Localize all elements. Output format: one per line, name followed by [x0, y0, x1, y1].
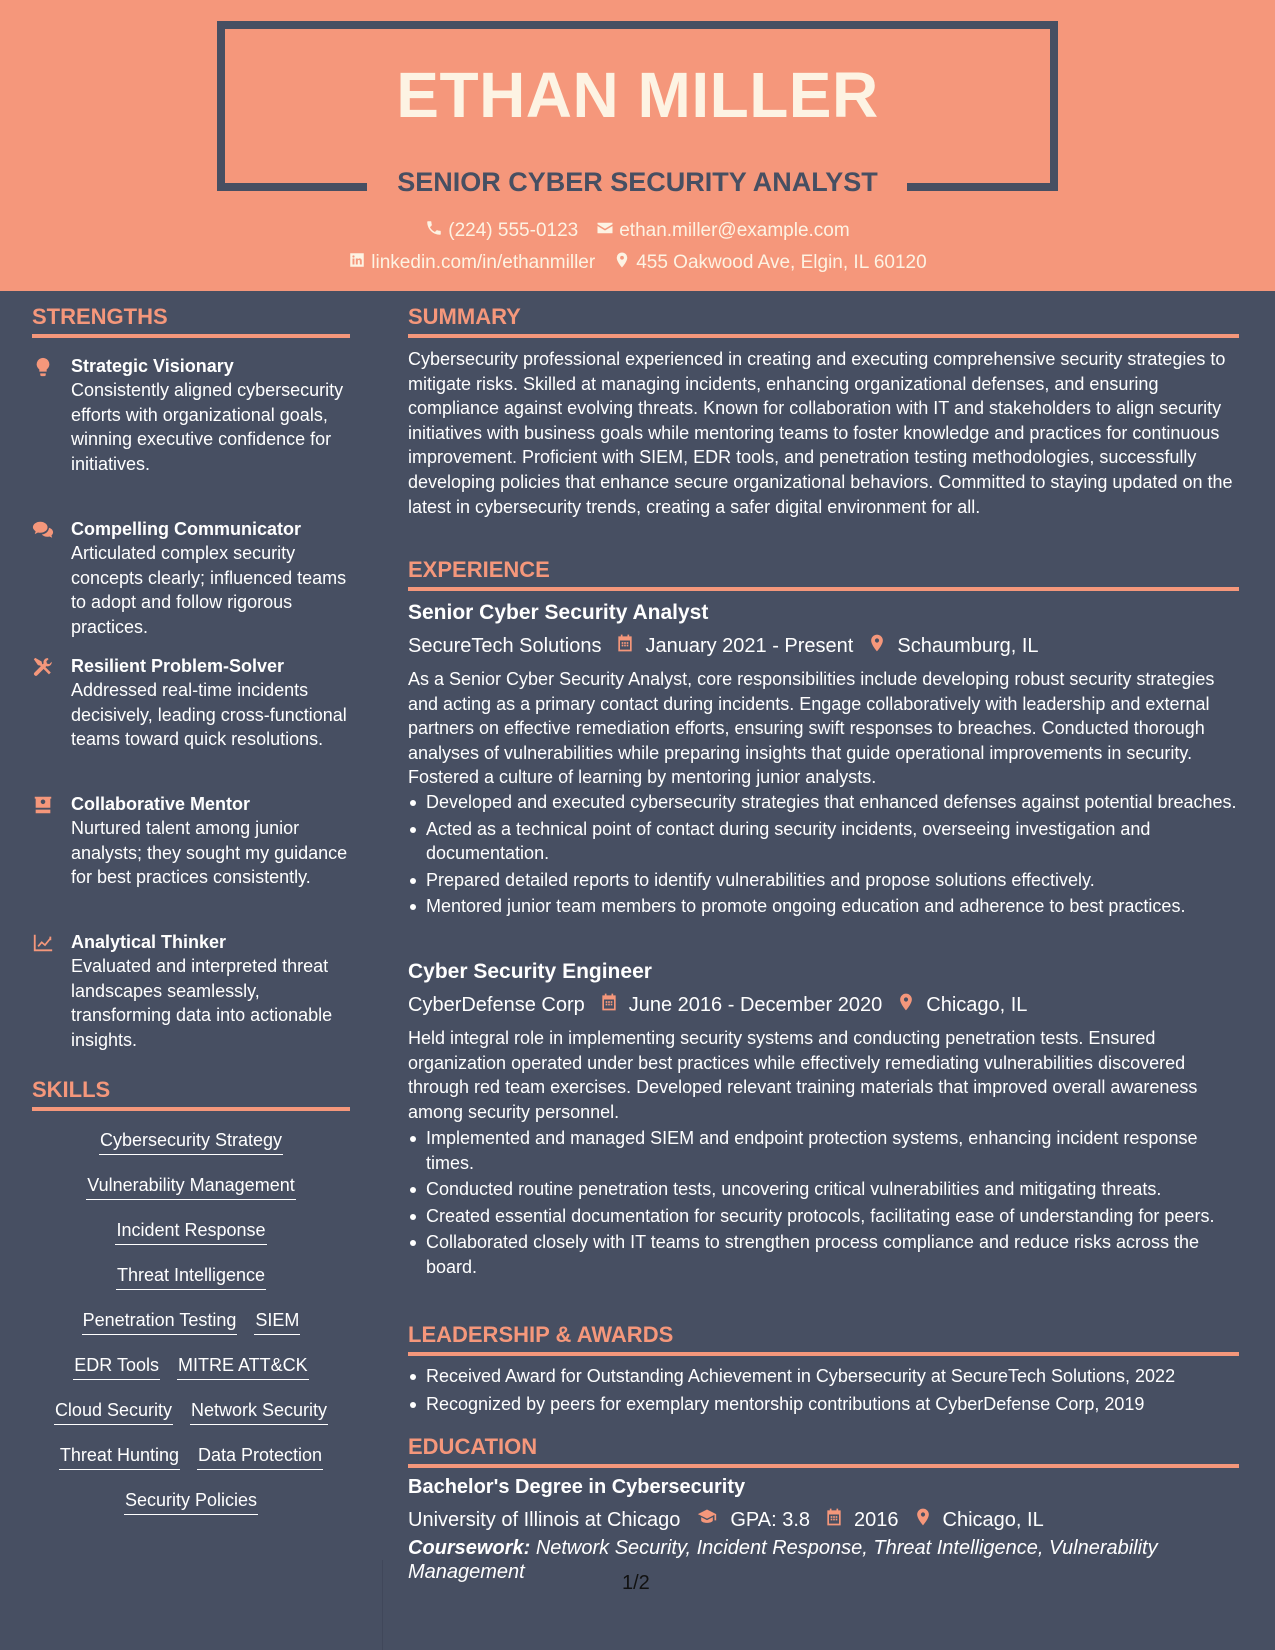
job-company: SecureTech Solutions	[408, 634, 602, 657]
skill-tag: Cloud Security	[54, 1400, 173, 1425]
skill-tag: Threat Hunting	[59, 1445, 180, 1470]
coursework	[408, 1536, 1240, 1584]
list-item: Acted as a technical point of contact during security incidents, overseeing investigation and documentation.	[408, 817, 1240, 866]
skill-tag: MITRE ATT&CK	[177, 1355, 309, 1380]
map-pin-icon	[613, 251, 631, 275]
contact-row	[0, 251, 1275, 275]
education-meta	[408, 1507, 1044, 1533]
job-description: As a Senior Cyber Security Analyst, core responsibilities include developing robust security strategies and acting as a primary contact during incidents. Engage collaboratively with leadership and external partners on effective remediation efforts, ensuring swift responses to breaches. Conducted thorough analyses of vulnerabilities while preparing insights that guide operational improvements in security. Fostered a culture of learning by mentoring junior analysts.	[408, 669, 1215, 788]
job-title: Senior Cyber Security Analyst	[408, 601, 709, 624]
school-location: Chicago, IL	[942, 1508, 1044, 1531]
contact-row	[0, 219, 1275, 243]
skill-tag: Vulnerability Management	[86, 1175, 295, 1200]
resume-header	[0, 0, 1275, 291]
skill-row	[32, 1445, 350, 1470]
skill-tag: Penetration Testing	[82, 1310, 238, 1335]
skills-heading: SKILLS	[32, 1077, 350, 1111]
strength-description: Addressed real-time incidents decisively, leading cross-functional teams toward quick resolutions.	[71, 680, 347, 749]
job-company: CyberDefense Corp	[408, 993, 585, 1016]
calendar-icon	[601, 633, 645, 659]
list-item: Conducted routine penetration tests, uncovering critical vulnerabilities and mitigating threats.	[408, 1177, 1240, 1202]
email-text: ethan.miller@example.com	[619, 220, 850, 241]
skill-tag: Cybersecurity Strategy	[99, 1130, 283, 1155]
experience-heading: EXPERIENCE	[408, 557, 1239, 591]
job-bullets	[408, 1126, 1240, 1282]
coursework-label: Coursework:	[408, 1537, 531, 1559]
tools-icon	[32, 656, 56, 678]
address-text: 455 Oakwood Ave, Elgin, IL 60120	[636, 252, 927, 273]
skill-row	[32, 1310, 350, 1335]
job-meta	[408, 633, 1039, 659]
page-number: 1/2	[622, 1572, 650, 1594]
leadership-heading: LEADERSHIP & AWARDS	[408, 1322, 1239, 1356]
graduation-cap-icon	[680, 1507, 730, 1533]
job-description: Held integral role in implementing security systems and conducting penetration tests. Ensured organization operated under best practices while effectively remediating vulnerabilities discovered through red team exercises. Developed relevant training materials that improved overall awareness among security personnel.	[408, 1028, 1198, 1122]
strength-title: Analytical Thinker	[71, 932, 227, 952]
coursework-list: Network Security, Incident Response, Threat Intelligence, Vulnerability Management	[408, 1537, 1158, 1583]
job-location: Chicago, IL	[926, 993, 1028, 1016]
calendar-icon	[585, 992, 629, 1018]
list-item: Implemented and managed SIEM and endpoint protection systems, enhancing incident response times.	[408, 1126, 1240, 1175]
job-location: Schaumburg, IL	[897, 634, 1039, 657]
skill-tag: Threat Intelligence	[116, 1265, 266, 1290]
skill-row	[32, 1490, 350, 1515]
skill-row	[32, 1265, 350, 1290]
linkedin-text: linkedin.com/in/ethanmiller	[371, 252, 596, 273]
linkedin-icon	[348, 251, 366, 275]
summary-heading: SUMMARY	[408, 304, 1239, 338]
job-bullets	[408, 790, 1240, 921]
skill-row	[32, 1130, 350, 1155]
strength-description: Articulated complex security concepts clearly; influenced teams to adopt and follow rigorous practices.	[71, 543, 347, 637]
skill-tag: Incident Response	[115, 1220, 266, 1245]
phone-contact[interactable]	[425, 219, 578, 243]
strength-description: Nurtured talent among junior analysts; they sought my guidance for best practices consistently.	[71, 818, 348, 887]
job-title: Cyber Security Engineer	[408, 960, 652, 983]
envelope-icon	[596, 219, 614, 243]
school-name: University of Illinois at Chicago	[408, 1508, 681, 1531]
phone-text: (224) 555-0123	[448, 220, 579, 241]
strength-title: Collaborative Mentor	[71, 794, 251, 814]
candidate-name: ETHAN MILLER	[396, 59, 879, 131]
list-item: Prepared detailed reports to identify vulnerabilities and propose solutions effectively.	[408, 868, 1240, 893]
strength-title: Compelling Communicator	[71, 519, 302, 539]
job-dates: June 2016 - December 2020	[628, 993, 883, 1016]
skill-row	[32, 1220, 350, 1245]
calendar-icon	[810, 1507, 854, 1533]
strength-title: Strategic Visionary	[71, 356, 234, 376]
map-pin-icon	[882, 992, 926, 1018]
lightbulb-icon	[32, 356, 56, 378]
phone-icon	[425, 219, 443, 243]
list-item: Created essential documentation for security protocols, facilitating ease of understanding for peers.	[408, 1204, 1240, 1229]
chart-line-icon	[32, 932, 56, 954]
job-meta	[408, 992, 1027, 1018]
strengths-heading: STRENGTHS	[32, 304, 350, 338]
strength-title: Resilient Problem-Solver	[71, 656, 285, 676]
list-item: Recognized by peers for exemplary mentorship contributions at CyberDefense Corp, 2019	[408, 1392, 1240, 1417]
list-item: Developed and executed cybersecurity strategies that enhanced defenses against potential breaches.	[408, 790, 1240, 815]
email-contact[interactable]	[596, 219, 850, 243]
strength-description: Evaluated and interpreted threat landscapes seamlessly, transforming data into actionable insights.	[71, 956, 333, 1050]
education-heading: EDUCATION	[408, 1434, 1239, 1468]
skill-row	[32, 1400, 350, 1425]
list-item: Received Award for Outstanding Achievement in Cybersecurity at SecureTech Solutions, 2022	[408, 1364, 1240, 1389]
strength-description: Consistently aligned cybersecurity efforts with organizational goals, winning executive confidence for initiatives.	[71, 380, 344, 474]
gpa: GPA: 3.8	[730, 1508, 811, 1531]
leadership-bullets	[408, 1364, 1240, 1418]
skill-row	[32, 1175, 350, 1200]
skill-tag: EDR Tools	[73, 1355, 160, 1380]
address-contact	[613, 251, 927, 275]
candidate-title: SENIOR CYBER SECURITY ANALYST	[397, 167, 878, 197]
job-dates: January 2021 - Present	[645, 634, 854, 657]
skill-row	[32, 1355, 350, 1380]
linkedin-contact[interactable]	[348, 251, 595, 275]
skill-tag: Network Security	[190, 1400, 328, 1425]
comments-icon	[32, 519, 56, 541]
teacher-icon	[32, 794, 56, 816]
list-item: Collaborated closely with IT teams to strengthen process compliance and reduce risks across the board.	[408, 1230, 1240, 1279]
graduation-year: 2016	[854, 1508, 899, 1531]
list-item: Mentored junior team members to promote ongoing education and adherence to best practices.	[408, 894, 1240, 919]
summary-text: Cybersecurity professional experienced in creating and executing comprehensive security strategies to mitigate risks. Skilled at managing incidents, enhancing organizational defenses, and ensuring compliance against evolving threats. Known for collaboration with IT and stakeholders to align security initiatives with business goals while mentoring teams to foster knowledge and practices for continuous improvement. Proficient with SIEM, EDR tools, and penetration testing methodologies, successfully developing policies that enhance secure organizational behaviors. Committed to staying updated on the latest in cybersecurity trends, creating a safer digital environment for all.	[408, 349, 1233, 517]
map-pin-icon	[899, 1507, 943, 1533]
skill-tag: Security Policies	[124, 1490, 258, 1515]
skill-tag: Data Protection	[197, 1445, 323, 1470]
degree-title: Bachelor's Degree in Cybersecurity	[408, 1476, 746, 1498]
skill-tag: SIEM	[254, 1310, 300, 1335]
map-pin-icon	[853, 633, 897, 659]
